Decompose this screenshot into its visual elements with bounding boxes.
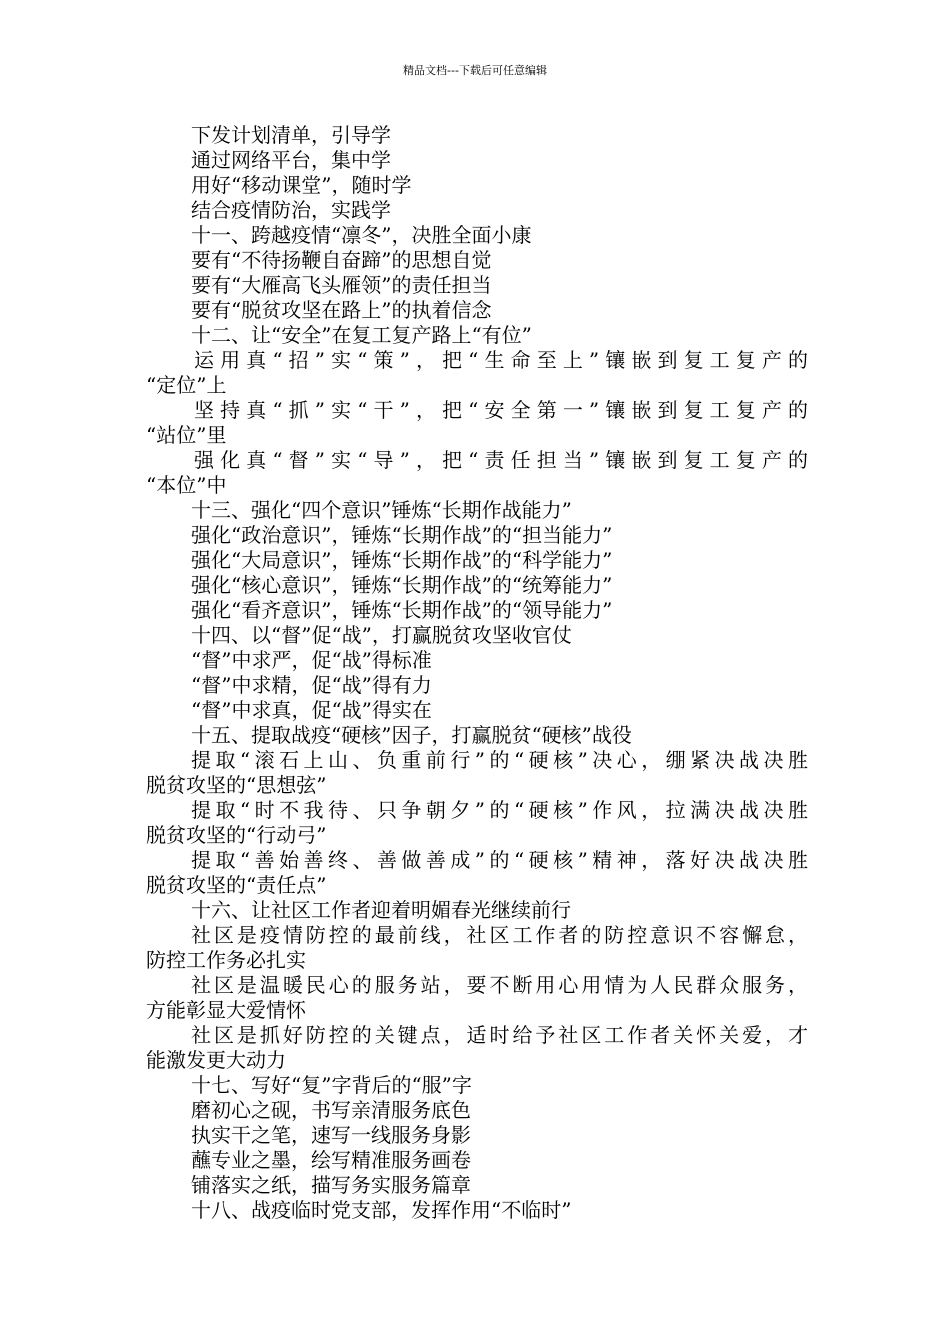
section-heading: 十二、让“安全”在复工复产路上“有位” [191, 323, 532, 347]
text-line-continuation: 脱贫攻坚的“思想弦” [146, 773, 327, 797]
text-line: “督”中求真，促“战”得实在 [191, 698, 432, 722]
text-line: 执实干之笔，速写一线服务身影 [191, 1123, 471, 1147]
section-heading: 十八、战疫临时党支部，发挥作用“不临时” [191, 1198, 572, 1222]
section-heading: 十六、让社区工作者迎着明媚春光继续前行 [191, 898, 571, 922]
page-header: 精品文档---下载后可任意编辑 [403, 64, 547, 77]
text-line: 提取“善始善终、善做善成”的“硬核”精神，落好决战决胜 [191, 848, 808, 872]
text-line: 社区是温暖民心的服务站，要不断用心用情为人民群众服务， [191, 973, 808, 997]
text-line: 强化“政治意识”，锤炼“长期作战”的“担当能力” [191, 523, 613, 547]
text-line: “督”中求精，促“战”得有力 [191, 673, 432, 697]
text-line: 蘸专业之墨，绘写精准服务画卷 [191, 1148, 471, 1172]
section-heading: 十一、跨越疫情“凛冬”，决胜全面小康 [191, 223, 532, 247]
text-line: 强化“大局意识”，锤炼“长期作战”的“科学能力” [191, 548, 613, 572]
text-line: “督”中求严，促“战”得标准 [191, 648, 432, 672]
text-line-continuation: 脱贫攻坚的“责任点” [146, 873, 327, 897]
text-line-continuation: 防控工作务必扎实 [146, 948, 306, 972]
text-line: 铺落实之纸，描写务实服务篇章 [191, 1173, 471, 1197]
section-heading: 十四、以“督”促“战”，打赢脱贫攻坚收官仗 [191, 623, 572, 647]
text-line: 社区是疫情防控的最前线，社区工作者的防控意识不容懈怠， [191, 923, 808, 947]
text-line-continuation: “本位”中 [146, 473, 227, 497]
text-line-continuation: “站位”里 [146, 423, 227, 447]
text-line: 要有“大雁高飞头雁领”的责任担当 [191, 273, 492, 297]
text-line-continuation: 脱贫攻坚的“行动弓” [146, 823, 327, 847]
text-line: 强化“看齐意识”，锤炼“长期作战”的“领导能力” [191, 598, 613, 622]
text-line: 下发计划清单，引导学 [191, 123, 391, 147]
text-line-continuation: 方能彰显大爱情怀 [146, 998, 306, 1022]
text-line: 提取“滚石上山、负重前行”的“硬核”决心，绷紧决战决胜 [191, 748, 808, 772]
text-line-continuation: 能激发更大动力 [146, 1048, 286, 1072]
section-heading: 十七、写好“复”字背后的“服”字 [191, 1073, 472, 1097]
section-heading: 十三、强化“四个意识”锤炼“长期作战能力” [191, 498, 572, 522]
text-line: 强化“核心意识”，锤炼“长期作战”的“统筹能力” [191, 573, 613, 597]
text-line: 通过网络平台，集中学 [191, 148, 391, 172]
text-line: 社区是抓好防控的关键点，适时给予社区工作者关怀关爱，才 [191, 1023, 808, 1047]
text-line: 用好“移动课堂”，随时学 [191, 173, 412, 197]
text-line: 坚持真“抓”实“干”，把“安全第一”镶嵌到复工复产的 [194, 398, 808, 422]
text-line: 磨初心之砚，书写亲清服务底色 [191, 1098, 471, 1122]
text-line: 强化真“督”实“导”，把“责任担当”镶嵌到复工复产的 [194, 448, 808, 472]
document-body [146, 123, 808, 1223]
text-line-continuation: “定位”上 [146, 373, 227, 397]
text-line: 运用真“招”实“策”，把“生命至上”镶嵌到复工复产的 [194, 348, 808, 372]
section-heading: 十五、提取战疫“硬核”因子，打赢脱贫“硬核”战役 [191, 723, 632, 747]
text-line: 提取“时不我待、只争朝夕”的“硬核”作风，拉满决战决胜 [191, 798, 808, 822]
text-line: 要有“不待扬鞭自奋蹄”的思想自觉 [191, 248, 492, 272]
text-line: 结合疫情防治，实践学 [191, 198, 391, 222]
text-line: 要有“脱贫攻坚在路上”的执着信念 [191, 298, 492, 322]
